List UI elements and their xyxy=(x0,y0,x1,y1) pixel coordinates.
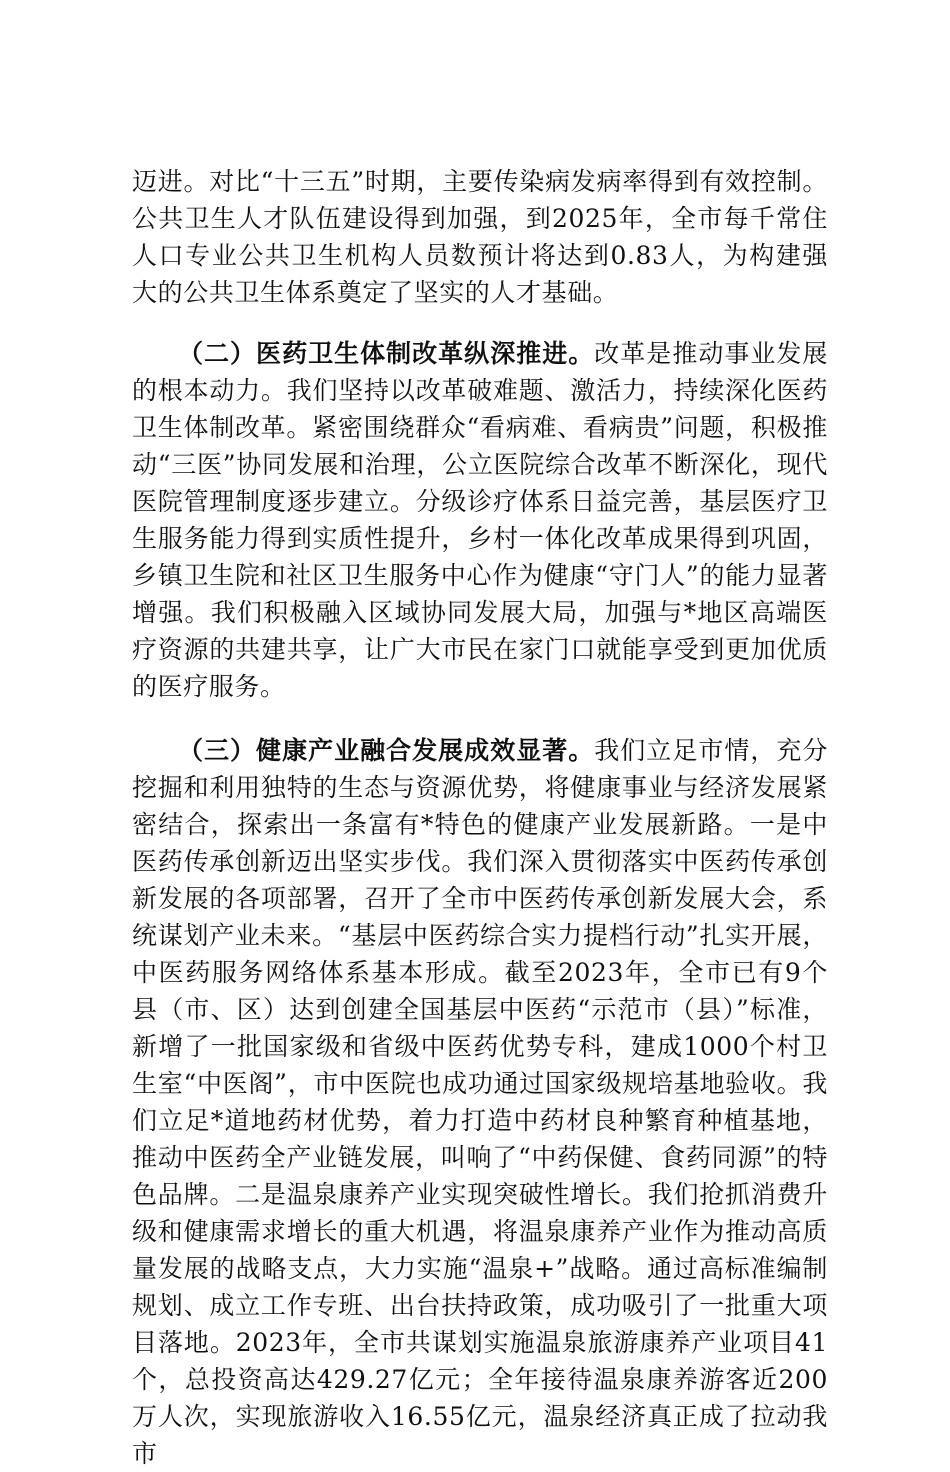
paragraph-continuation xyxy=(132,163,828,311)
paragraph-section-2 xyxy=(132,335,828,705)
paragraph-section-3 xyxy=(132,732,828,1472)
paragraph-text: 我们立足市情，充分挖掘和利用独特的生态与资源优势，将健康事业与经济发展紧密结合，探索出一条富有*特色的健康产业发展新路。一是中医药传承创新迈出坚实步伐。我们深入贯彻落实中医药传承创新发展的各项部署，召开了全市中医药传承创新发展大会，系统谋划产业未来。“基层中医药综合实力提档行动”扎实开展，中医药服务网络体系基本形成。截至2023年，全市已有9个县（市、区）达到创建全国基层中医药“示范市（县）”标准，新增了一批国家级和省级中医药优势专科，建成1000个村卫生室“中医阁”，市中医院也成功通过国家级规培基地验收。我们立足*道地药材优势，着力打造中药材良种繁育种植基地，推动中医药全产业链发展，叫响了“中药保健、食药同源”的特色品牌。二是温泉康养产业实现突破性增长。我们抢抓消费升级和健康需求增长的重大机遇，将温泉康养产业作为推动高质量发展的战略支点，大力实施“温泉+”战略。通过高标准编制规划、成立工作专班、出台扶持政策，成功吸引了一批重大项目落地。2023年，全市共谋划实施温泉旅游康养产业项目41个，总投资高达429.27亿元；全年接待温泉康养游客近200万人次，实现旅游收入16.55亿元，温泉经济真正成了拉动我市 xyxy=(132,736,828,1468)
paragraph-text: 迈进。对比“十三五”时期，主要传染病发病率得到有效控制。公共卫生人才队伍建设得到加强，到2025年，全市每千常住人口专业公共卫生机构人员数预计将达到0.83人，为构建强大的公共卫生体系奠定了坚实的人才基础。 xyxy=(132,167,828,307)
section-heading: （二）医药卫生体制改革纵深推进。 xyxy=(178,339,595,368)
document-body xyxy=(132,163,828,1472)
paragraph-text: 改革是推动事业发展的根本动力。我们坚持以改革破难题、激活力，持续深化医药卫生体制改革。紧密围绕群众“看病难、看病贵”问题，积极推动“三医”协同发展和治理，公立医院综合改革不断深化，现代医院管理制度逐步建立。分级诊疗体系日益完善，基层医疗卫生服务能力得到实质性提升，乡村一体化改革成果得到巩固，乡镇卫生院和社区卫生服务中心作为健康“守门人”的能力显著增强。我们积极融入区域协同发展大局，加强与*地区高端医疗资源的共建共享，让广大市民在家门口就能享受到更加优质的医疗服务。 xyxy=(132,339,828,701)
section-heading: （三）健康产业融合发展成效显著。 xyxy=(178,736,595,765)
